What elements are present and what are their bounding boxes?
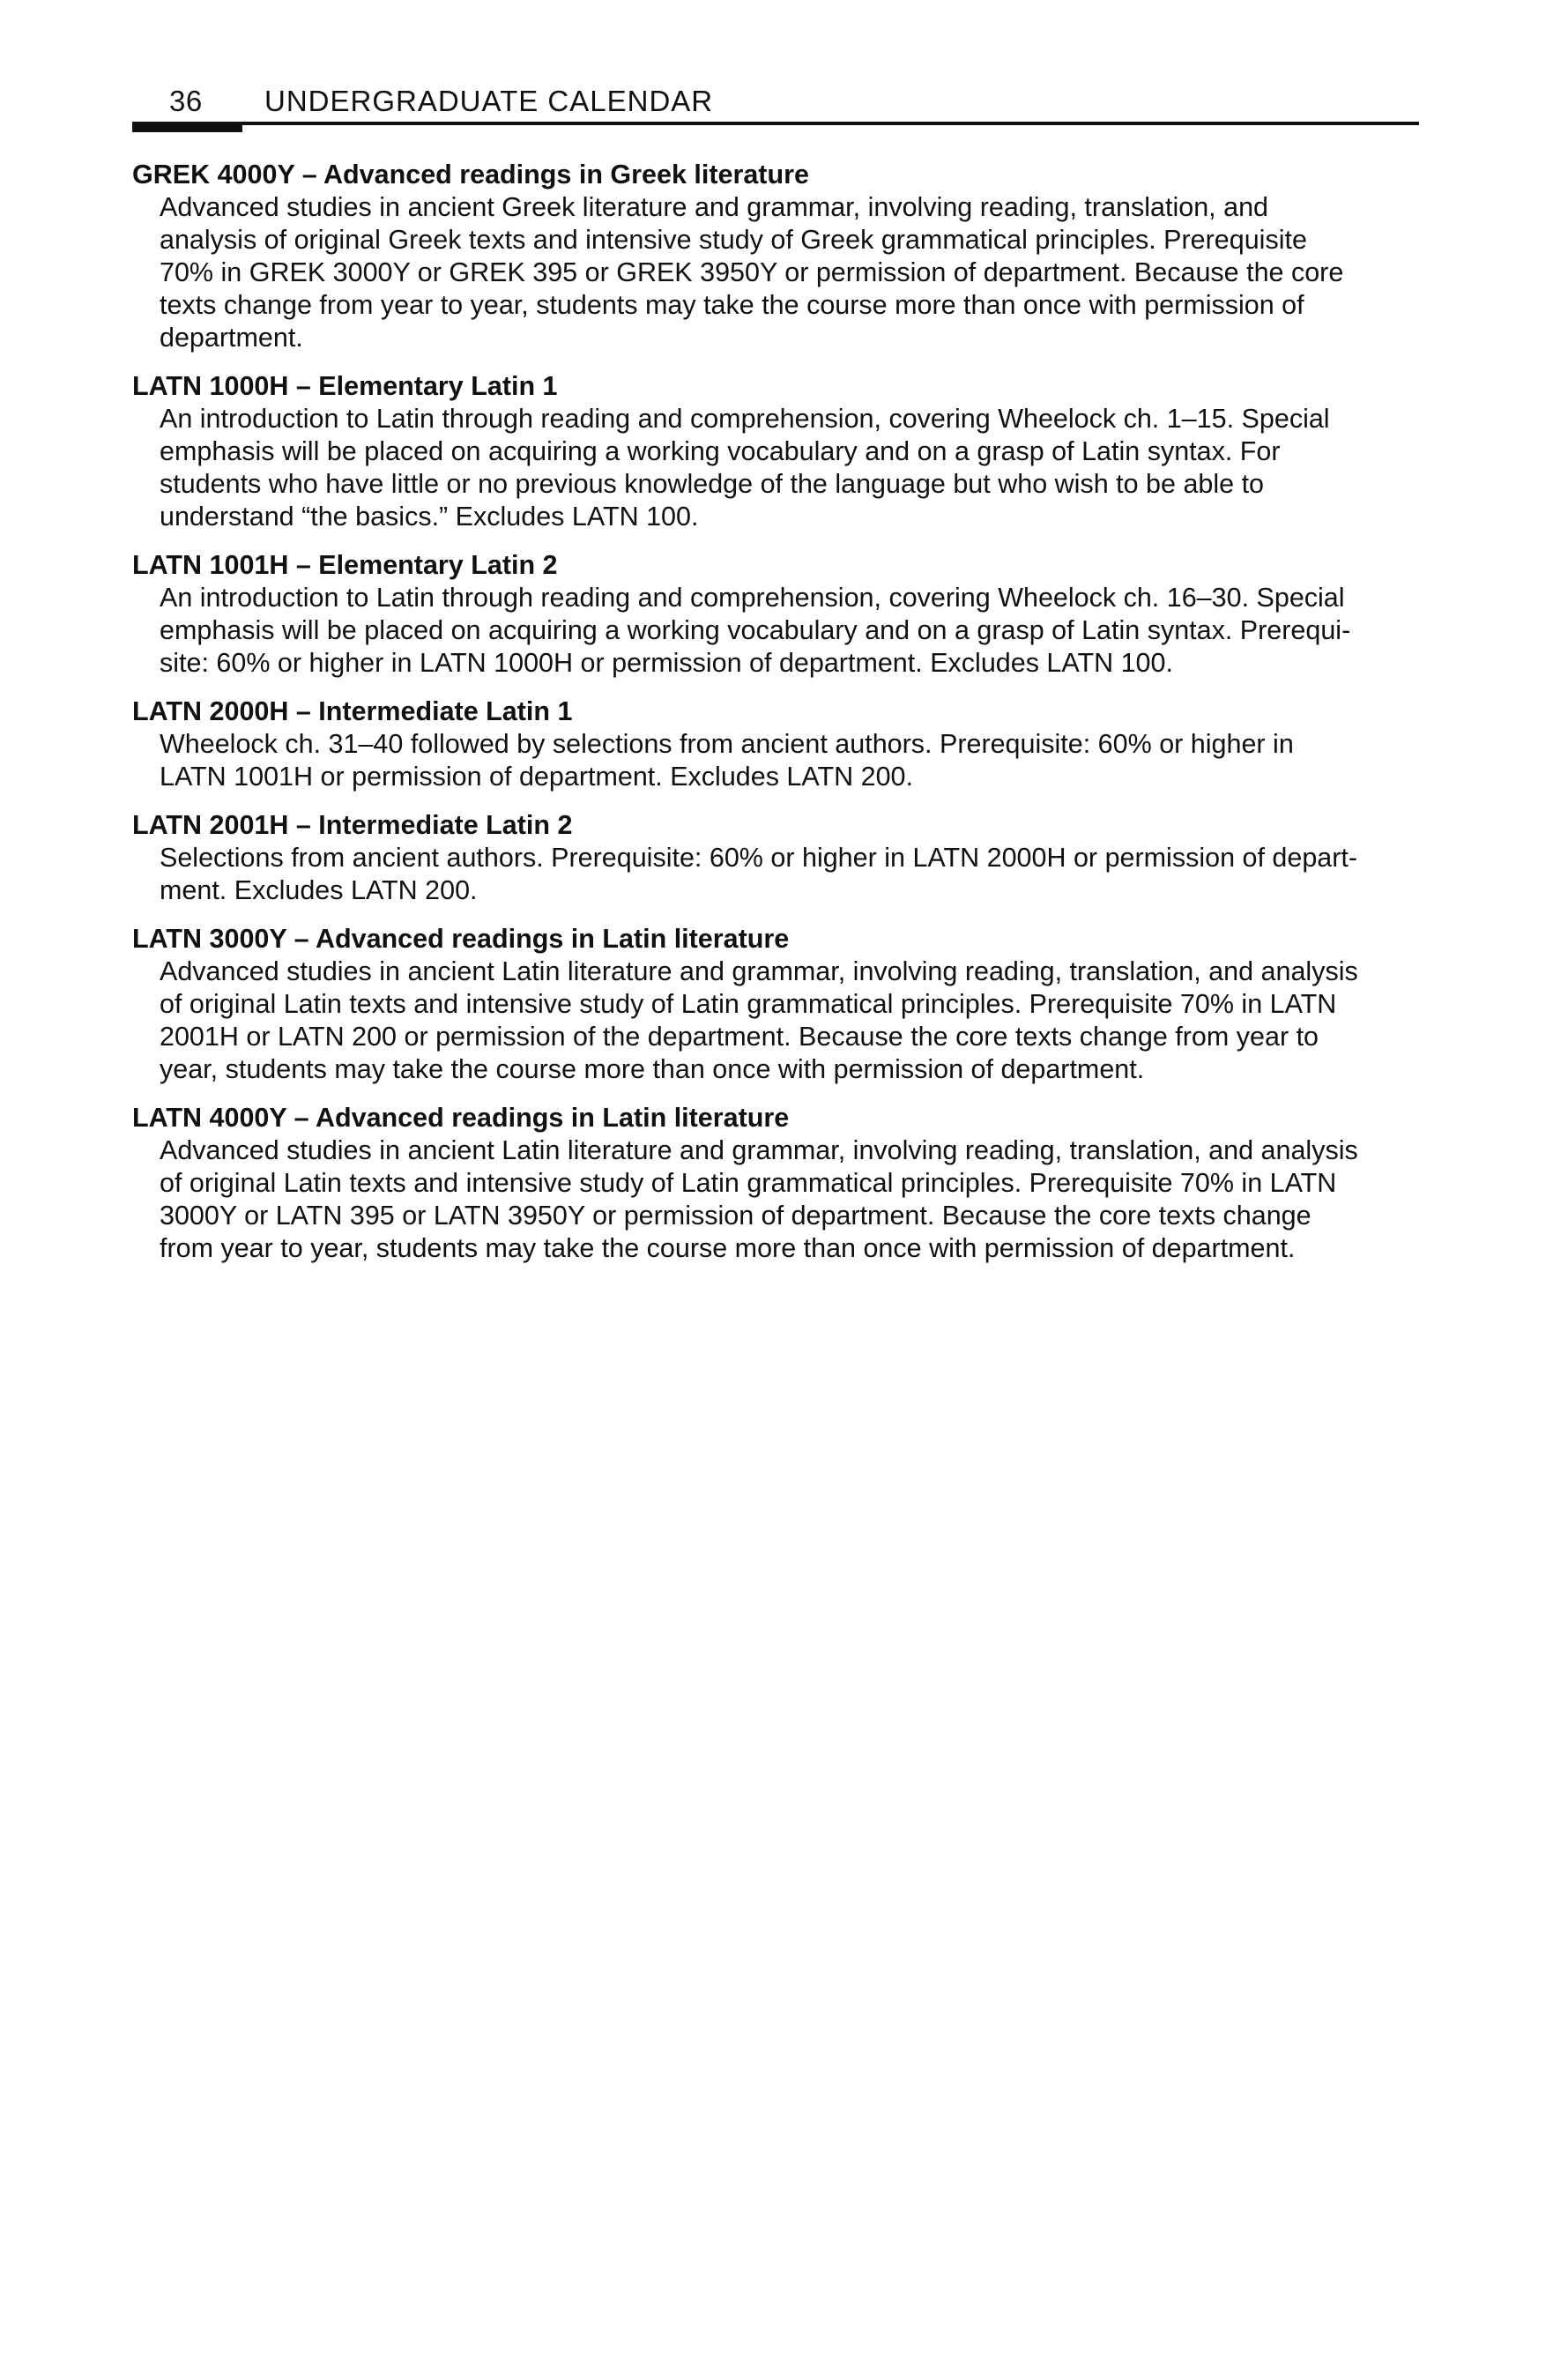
course-description-line: emphasis will be placed on acquiring a working vocabulary and on a grasp of Latin syntax. For [160,436,1281,466]
course-description [160,582,1419,680]
running-title: UNDERGRADUATE CALENDAR [264,85,714,117]
course-list [132,159,1419,1281]
course-entry [132,549,1419,680]
course-title: LATN 2000H – Intermediate Latin 1 [132,696,573,726]
header-tab-marker [132,122,242,132]
course-entry [132,159,1419,354]
course-entry [132,370,1419,533]
course-title: LATN 3000Y – Advanced readings in Latin literature [132,924,790,954]
course-description-line: LATN 1001H or permission of department. Excludes LATN 200. [160,762,913,792]
course-description-line: texts change from year to year, students may take the course more than once with permission of [160,290,1304,320]
header-rule [132,122,1419,125]
course-description [160,956,1419,1086]
course-description-line: ment. Excludes LATN 200. [160,875,478,905]
course-title: GREK 4000Y – Advanced readings in Greek literature [132,160,809,190]
course-description [160,403,1419,533]
course-title: LATN 2001H – Intermediate Latin 2 [132,810,573,840]
course-description-line: An introduction to Latin through reading and comprehension, covering Wheelock ch. 1–15. Special [160,404,1330,434]
course-description [160,191,1419,354]
course-description-line: Advanced studies in ancient Latin literature and grammar, involving reading, translation, and analysis [160,956,1358,986]
course-description-line: 70% in GREK 3000Y or GREK 395 or GREK 3950Y or permission of department. Because the core [160,257,1344,287]
course-entry [132,809,1419,907]
course-description-line: site: 60% or higher in LATN 1000H or permission of department. Excludes LATN 100. [160,648,1173,678]
course-description-line: department. [160,323,303,353]
course-entry [132,923,1419,1086]
course-entry [132,1102,1419,1265]
course-description-line: from year to year, students may take the course more than once with permission of department. [160,1233,1296,1263]
course-description-line: An introduction to Latin through reading and comprehension, covering Wheelock ch. 16–30. Special [160,583,1345,613]
course-description-line: Advanced studies in ancient Latin literature and grammar, involving reading, translation, and analysis [160,1135,1358,1165]
page-number: 36 [169,85,203,117]
course-description-line: analysis of original Greek texts and intensive study of Greek grammatical principles. Prerequisite [160,225,1307,255]
course-description-line: Wheelock ch. 31–40 followed by selections from ancient authors. Prerequisite: 60% or higher in [160,729,1294,759]
course-entry [132,695,1419,793]
course-description-line: of original Latin texts and intensive study of Latin grammatical principles. Prerequisite 70% in LATN [160,989,1337,1019]
course-description-line: 2001H or LATN 200 or permission of the department. Because the core texts change from year to [160,1022,1319,1052]
course-description [160,842,1419,907]
course-title: LATN 1001H – Elementary Latin 2 [132,550,558,580]
page-header [132,81,1419,134]
course-description-line: understand “the basics.” Excludes LATN 100. [160,502,699,532]
course-title: LATN 1000H – Elementary Latin 1 [132,371,558,401]
course-description-line: Selections from ancient authors. Prerequisite: 60% or higher in LATN 2000H or permission of depart- [160,843,1358,873]
course-description-line: of original Latin texts and intensive study of Latin grammatical principles. Prerequisite 70% in LATN [160,1168,1337,1198]
course-description-line: year, students may take the course more than once with permission of department. [160,1054,1145,1084]
course-description [160,728,1419,793]
course-description-line: 3000Y or LATN 395 or LATN 3950Y or permission of department. Because the core texts change [160,1201,1312,1231]
course-description-line: emphasis will be placed on acquiring a working vocabulary and on a grasp of Latin syntax. Prerequi- [160,615,1351,645]
course-description-line: students who have little or no previous knowledge of the language but who wish to be able to [160,469,1265,499]
course-title: LATN 4000Y – Advanced readings in Latin literature [132,1103,790,1133]
course-description [160,1134,1419,1265]
course-description-line: Advanced studies in ancient Greek literature and grammar, involving reading, translation, and [160,192,1268,222]
